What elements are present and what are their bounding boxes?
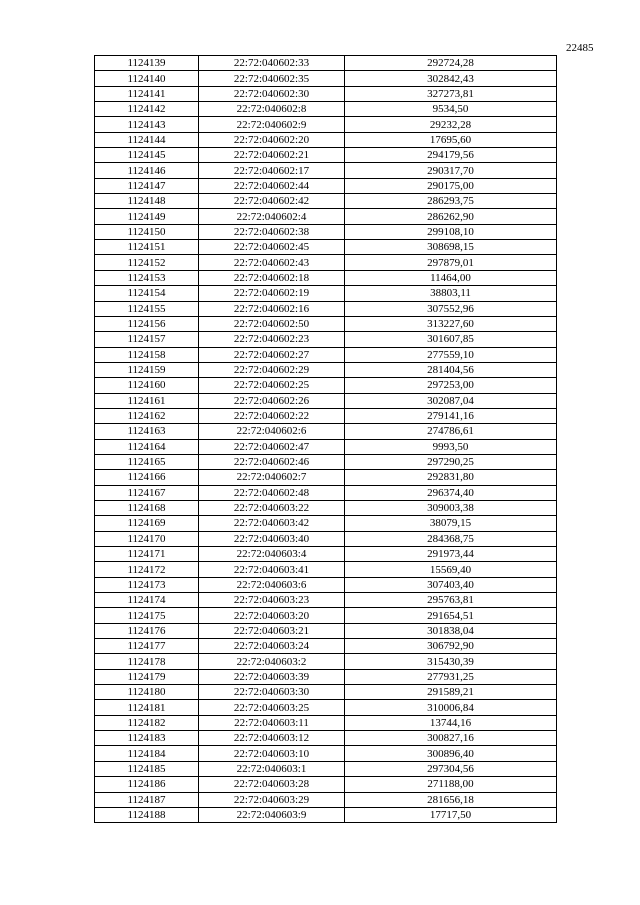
value-cell: 277931,25 (345, 669, 557, 684)
cadastral-number-cell: 22:72:040603:21 (199, 623, 345, 638)
cadastral-number-cell: 22:72:040603:11 (199, 715, 345, 730)
table-row (95, 301, 557, 316)
value-cell: 310006,84 (345, 700, 557, 715)
cadastral-number-cell: 22:72:040602:4 (199, 209, 345, 224)
row-id-cell: 1124139 (95, 56, 199, 71)
value-cell: 308698,15 (345, 240, 557, 255)
value-cell: 281404,56 (345, 362, 557, 377)
table-row (95, 654, 557, 669)
value-cell: 284368,75 (345, 531, 557, 546)
value-cell: 297879,01 (345, 255, 557, 270)
table-row (95, 547, 557, 562)
data-table (94, 55, 557, 823)
row-id-cell: 1124180 (95, 685, 199, 700)
row-id-cell: 1124181 (95, 700, 199, 715)
cadastral-number-cell: 22:72:040603:25 (199, 700, 345, 715)
cadastral-number-cell: 22:72:040602:6 (199, 424, 345, 439)
table-row (95, 240, 557, 255)
value-cell: 15569,40 (345, 562, 557, 577)
page-number: 22485 (566, 42, 594, 54)
row-id-cell: 1124188 (95, 807, 199, 822)
cadastral-number-cell: 22:72:040603:28 (199, 777, 345, 792)
table-row (95, 470, 557, 485)
cadastral-number-cell: 22:72:040602:17 (199, 163, 345, 178)
cadastral-number-cell: 22:72:040602:26 (199, 393, 345, 408)
cadastral-number-cell: 22:72:040603:2 (199, 654, 345, 669)
table-row (95, 454, 557, 469)
row-id-cell: 1124178 (95, 654, 199, 669)
value-cell: 277559,10 (345, 347, 557, 362)
cadastral-number-cell: 22:72:040603:4 (199, 547, 345, 562)
row-id-cell: 1124155 (95, 301, 199, 316)
value-cell: 17695,60 (345, 132, 557, 147)
table-row (95, 332, 557, 347)
cadastral-number-cell: 22:72:040603:12 (199, 731, 345, 746)
table-row (95, 685, 557, 700)
value-cell: 301607,85 (345, 332, 557, 347)
row-id-cell: 1124175 (95, 608, 199, 623)
value-cell: 297253,00 (345, 378, 557, 393)
row-id-cell: 1124172 (95, 562, 199, 577)
row-id-cell: 1124144 (95, 132, 199, 147)
table-row (95, 639, 557, 654)
cadastral-number-cell: 22:72:040602:27 (199, 347, 345, 362)
table-row (95, 132, 557, 147)
cadastral-number-cell: 22:72:040603:23 (199, 593, 345, 608)
cadastral-number-cell: 22:72:040602:30 (199, 86, 345, 101)
row-id-cell: 1124143 (95, 117, 199, 132)
cadastral-number-cell: 22:72:040603:24 (199, 639, 345, 654)
value-cell: 29232,28 (345, 117, 557, 132)
row-id-cell: 1124185 (95, 761, 199, 776)
table-row (95, 362, 557, 377)
table-row (95, 516, 557, 531)
value-cell: 307403,40 (345, 577, 557, 592)
row-id-cell: 1124140 (95, 71, 199, 86)
row-id-cell: 1124166 (95, 470, 199, 485)
cadastral-number-cell: 22:72:040602:42 (199, 194, 345, 209)
table-row (95, 117, 557, 132)
value-cell: 296374,40 (345, 485, 557, 500)
table-row (95, 623, 557, 638)
cadastral-number-cell: 22:72:040603:6 (199, 577, 345, 592)
table-row (95, 286, 557, 301)
table-row (95, 178, 557, 193)
row-id-cell: 1124156 (95, 316, 199, 331)
cadastral-number-cell: 22:72:040602:18 (199, 270, 345, 285)
row-id-cell: 1124149 (95, 209, 199, 224)
table-row (95, 807, 557, 822)
table-row (95, 577, 557, 592)
value-cell: 295763,81 (345, 593, 557, 608)
table-row (95, 163, 557, 178)
row-id-cell: 1124157 (95, 332, 199, 347)
cadastral-number-cell: 22:72:040602:22 (199, 408, 345, 423)
value-cell: 274786,61 (345, 424, 557, 439)
row-id-cell: 1124153 (95, 270, 199, 285)
table-row (95, 102, 557, 117)
cadastral-number-cell: 22:72:040602:9 (199, 117, 345, 132)
row-id-cell: 1124160 (95, 378, 199, 393)
value-cell: 327273,81 (345, 86, 557, 101)
table-row (95, 562, 557, 577)
cadastral-number-cell: 22:72:040602:21 (199, 148, 345, 163)
cadastral-number-cell: 22:72:040603:30 (199, 685, 345, 700)
table-row (95, 715, 557, 730)
value-cell: 309003,38 (345, 500, 557, 515)
cadastral-number-cell: 22:72:040602:50 (199, 316, 345, 331)
value-cell: 307552,96 (345, 301, 557, 316)
value-cell: 294179,56 (345, 148, 557, 163)
row-id-cell: 1124159 (95, 362, 199, 377)
row-id-cell: 1124184 (95, 746, 199, 761)
value-cell: 290175,00 (345, 178, 557, 193)
table-row (95, 777, 557, 792)
cadastral-number-cell: 22:72:040603:9 (199, 807, 345, 822)
table-row (95, 792, 557, 807)
cadastral-number-cell: 22:72:040602:25 (199, 378, 345, 393)
value-cell: 292724,28 (345, 56, 557, 71)
cadastral-number-cell: 22:72:040602:16 (199, 301, 345, 316)
cadastral-number-cell: 22:72:040603:10 (199, 746, 345, 761)
value-cell: 302087,04 (345, 393, 557, 408)
value-cell: 9534,50 (345, 102, 557, 117)
row-id-cell: 1124174 (95, 593, 199, 608)
row-id-cell: 1124142 (95, 102, 199, 117)
row-id-cell: 1124145 (95, 148, 199, 163)
value-cell: 286262,90 (345, 209, 557, 224)
row-id-cell: 1124151 (95, 240, 199, 255)
table-row (95, 669, 557, 684)
row-id-cell: 1124183 (95, 731, 199, 746)
table-row (95, 485, 557, 500)
table-row (95, 424, 557, 439)
value-cell: 291589,21 (345, 685, 557, 700)
row-id-cell: 1124163 (95, 424, 199, 439)
cadastral-number-cell: 22:72:040603:29 (199, 792, 345, 807)
table-body (95, 56, 557, 823)
table-row (95, 531, 557, 546)
value-cell: 302842,43 (345, 71, 557, 86)
row-id-cell: 1124141 (95, 86, 199, 101)
value-cell: 9993,50 (345, 439, 557, 454)
cadastral-number-cell: 22:72:040603:40 (199, 531, 345, 546)
value-cell: 38079,15 (345, 516, 557, 531)
table-row (95, 408, 557, 423)
value-cell: 17717,50 (345, 807, 557, 822)
row-id-cell: 1124164 (95, 439, 199, 454)
cadastral-number-cell: 22:72:040602:29 (199, 362, 345, 377)
row-id-cell: 1124167 (95, 485, 199, 500)
value-cell: 290317,70 (345, 163, 557, 178)
table-row (95, 347, 557, 362)
row-id-cell: 1124176 (95, 623, 199, 638)
table-row (95, 148, 557, 163)
value-cell: 281656,18 (345, 792, 557, 807)
cadastral-number-cell: 22:72:040602:48 (199, 485, 345, 500)
table-row (95, 393, 557, 408)
cadastral-number-cell: 22:72:040602:35 (199, 71, 345, 86)
cadastral-number-cell: 22:72:040602:38 (199, 224, 345, 239)
cadastral-number-cell: 22:72:040602:8 (199, 102, 345, 117)
row-id-cell: 1124146 (95, 163, 199, 178)
value-cell: 313227,60 (345, 316, 557, 331)
row-id-cell: 1124148 (95, 194, 199, 209)
table-row (95, 746, 557, 761)
row-id-cell: 1124168 (95, 500, 199, 515)
row-id-cell: 1124154 (95, 286, 199, 301)
value-cell: 315430,39 (345, 654, 557, 669)
table-row (95, 194, 557, 209)
table-row (95, 439, 557, 454)
row-id-cell: 1124170 (95, 531, 199, 546)
row-id-cell: 1124147 (95, 178, 199, 193)
cadastral-number-cell: 22:72:040602:44 (199, 178, 345, 193)
table-row (95, 608, 557, 623)
table-row (95, 761, 557, 776)
cadastral-number-cell: 22:72:040602:43 (199, 255, 345, 270)
table-row (95, 270, 557, 285)
table-row (95, 255, 557, 270)
value-cell: 301838,04 (345, 623, 557, 638)
value-cell: 300896,40 (345, 746, 557, 761)
cadastral-number-cell: 22:72:040602:45 (199, 240, 345, 255)
value-cell: 291973,44 (345, 547, 557, 562)
row-id-cell: 1124179 (95, 669, 199, 684)
row-id-cell: 1124165 (95, 454, 199, 469)
value-cell: 13744,16 (345, 715, 557, 730)
cadastral-number-cell: 22:72:040602:47 (199, 439, 345, 454)
row-id-cell: 1124169 (95, 516, 199, 531)
cadastral-number-cell: 22:72:040603:22 (199, 500, 345, 515)
row-id-cell: 1124173 (95, 577, 199, 592)
table-row (95, 378, 557, 393)
row-id-cell: 1124158 (95, 347, 199, 362)
cadastral-number-cell: 22:72:040602:19 (199, 286, 345, 301)
row-id-cell: 1124177 (95, 639, 199, 654)
value-cell: 271188,00 (345, 777, 557, 792)
value-cell: 11464,00 (345, 270, 557, 285)
table-row (95, 71, 557, 86)
value-cell: 279141,16 (345, 408, 557, 423)
row-id-cell: 1124171 (95, 547, 199, 562)
cadastral-number-cell: 22:72:040602:23 (199, 332, 345, 347)
value-cell: 291654,51 (345, 608, 557, 623)
table-row (95, 209, 557, 224)
cadastral-number-cell: 22:72:040602:33 (199, 56, 345, 71)
table-row (95, 731, 557, 746)
table-row (95, 56, 557, 71)
cadastral-number-cell: 22:72:040603:41 (199, 562, 345, 577)
table-row (95, 500, 557, 515)
value-cell: 297290,25 (345, 454, 557, 469)
row-id-cell: 1124161 (95, 393, 199, 408)
cadastral-number-cell: 22:72:040603:39 (199, 669, 345, 684)
row-id-cell: 1124186 (95, 777, 199, 792)
cadastral-number-cell: 22:72:040602:46 (199, 454, 345, 469)
cadastral-number-cell: 22:72:040602:20 (199, 132, 345, 147)
table-row (95, 224, 557, 239)
cadastral-number-cell: 22:72:040603:42 (199, 516, 345, 531)
value-cell: 292831,80 (345, 470, 557, 485)
value-cell: 299108,10 (345, 224, 557, 239)
cadastral-number-cell: 22:72:040603:1 (199, 761, 345, 776)
table-row (95, 700, 557, 715)
value-cell: 297304,56 (345, 761, 557, 776)
cadastral-number-cell: 22:72:040603:20 (199, 608, 345, 623)
value-cell: 38803,11 (345, 286, 557, 301)
cadastral-number-cell: 22:72:040602:7 (199, 470, 345, 485)
row-id-cell: 1124162 (95, 408, 199, 423)
table-row (95, 86, 557, 101)
row-id-cell: 1124152 (95, 255, 199, 270)
value-cell: 300827,16 (345, 731, 557, 746)
row-id-cell: 1124150 (95, 224, 199, 239)
table-row (95, 593, 557, 608)
value-cell: 306792,90 (345, 639, 557, 654)
value-cell: 286293,75 (345, 194, 557, 209)
table-row (95, 316, 557, 331)
row-id-cell: 1124182 (95, 715, 199, 730)
row-id-cell: 1124187 (95, 792, 199, 807)
